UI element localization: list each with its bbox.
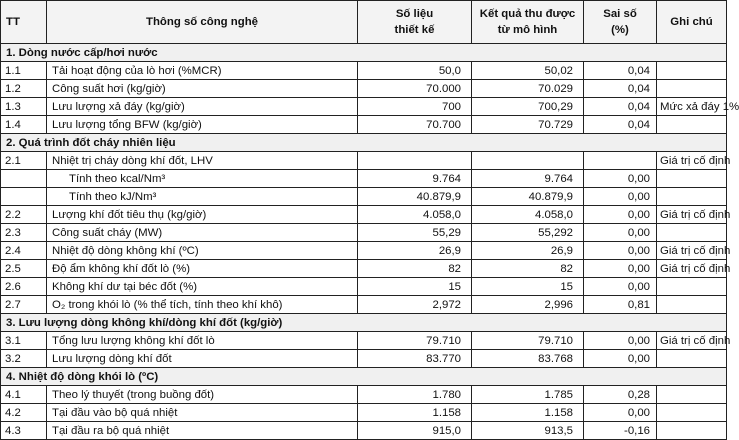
table-row (1, 98, 727, 116)
cell-design (358, 152, 472, 170)
cell-model: 79.710 (472, 332, 584, 350)
cell-model: 15 (472, 278, 584, 296)
cell-error: 0,81 (584, 296, 657, 314)
cell-model: 82 (472, 260, 584, 278)
cell-tt: 3.1 (1, 332, 47, 350)
table-row (1, 296, 727, 314)
table-row (1, 260, 727, 278)
cell-note: Giá trị cố định (657, 242, 727, 260)
table-row (1, 116, 727, 134)
cell-note (657, 188, 727, 206)
table-row (1, 386, 727, 404)
cell-design: 79.710 (358, 332, 472, 350)
cell-model: 70.729 (472, 116, 584, 134)
header-note: Ghi chú (657, 1, 727, 44)
cell-note (657, 422, 727, 440)
cell-design: 2,972 (358, 296, 472, 314)
cell-tt: 4.1 (1, 386, 47, 404)
cell-tt (1, 188, 47, 206)
cell-model: 50,02 (472, 62, 584, 80)
cell-param: Nhiệt trị cháy dòng khí đốt, LHV (47, 152, 358, 170)
cell-design: 82 (358, 260, 472, 278)
cell-error: 0,00 (584, 206, 657, 224)
cell-param: Lượng khí đốt tiêu thụ (kg/giờ) (47, 206, 358, 224)
section-row (1, 134, 727, 152)
cell-note: Giá trị cố định (657, 260, 727, 278)
table-row (1, 278, 727, 296)
cell-param: Tại đầu ra bộ quá nhiệt (47, 422, 358, 440)
cell-note (657, 404, 727, 422)
table-row (1, 404, 727, 422)
cell-design: 1.158 (358, 404, 472, 422)
cell-note (657, 350, 727, 368)
header-tt: TT (1, 1, 47, 44)
cell-error (584, 152, 657, 170)
cell-param: Tổng lưu lượng không khí đốt lò (47, 332, 358, 350)
cell-note: Giá trị cố định (657, 332, 727, 350)
cell-design: 83.770 (358, 350, 472, 368)
section-row (1, 368, 727, 386)
cell-tt: 2.5 (1, 260, 47, 278)
cell-tt: 2.1 (1, 152, 47, 170)
cell-tt: 1.2 (1, 80, 47, 98)
cell-note (657, 62, 727, 80)
section-row (1, 314, 727, 332)
cell-design: 70.000 (358, 80, 472, 98)
section-title: 2. Quá trình đốt cháy nhiên liệu (1, 134, 727, 152)
cell-tt: 2.3 (1, 224, 47, 242)
table-row (1, 332, 727, 350)
cell-param: Lưu lượng dòng khí đốt (47, 350, 358, 368)
cell-design: 15 (358, 278, 472, 296)
table-row (1, 242, 727, 260)
cell-design: 1.780 (358, 386, 472, 404)
cell-param: Tải hoạt động của lò hơi (%MCR) (47, 62, 358, 80)
table-header (1, 1, 727, 44)
section-title: 3. Lưu lượng dòng không khí/dòng khí đốt (kg/giờ) (1, 314, 727, 332)
table-body (1, 44, 739, 440)
cell-model: 2,996 (472, 296, 584, 314)
cell-param: Tính theo kJ/Nm³ (47, 188, 358, 206)
cell-tt: 2.7 (1, 296, 47, 314)
cell-design: 50,0 (358, 62, 472, 80)
cell-tt: 1.1 (1, 62, 47, 80)
table-row (1, 350, 727, 368)
cell-note (657, 386, 727, 404)
cell-tt: 1.3 (1, 98, 47, 116)
header-param: Thông số công nghệ (47, 1, 358, 44)
cell-design: 4.058,0 (358, 206, 472, 224)
cell-model: 26,9 (472, 242, 584, 260)
cell-note (657, 278, 727, 296)
cell-model: 913,5 (472, 422, 584, 440)
cell-error: 0,00 (584, 224, 657, 242)
cell-error: 0,00 (584, 242, 657, 260)
cell-error: -0,16 (584, 422, 657, 440)
cell-note (657, 296, 727, 314)
cell-design: 26,9 (358, 242, 472, 260)
table-row (1, 80, 727, 98)
cell-design: 70.700 (358, 116, 472, 134)
cell-design: 700 (358, 98, 472, 116)
cell-design: 9.764 (358, 170, 472, 188)
cell-model: 83.768 (472, 350, 584, 368)
cell-model: 9.764 (472, 170, 584, 188)
cell-note (657, 80, 727, 98)
table-row (1, 152, 727, 170)
cell-design: 40.879,9 (358, 188, 472, 206)
cell-note: Giá trị cố định (657, 206, 727, 224)
cell-param: Theo lý thuyết (trong buồng đốt) (47, 386, 358, 404)
table-row (1, 422, 727, 440)
cell-param: Độ ẩm không khí đốt lò (%) (47, 260, 358, 278)
table-row (1, 170, 727, 188)
cell-tt: 2.4 (1, 242, 47, 260)
cell-tt: 2.2 (1, 206, 47, 224)
cell-model: 1.785 (472, 386, 584, 404)
cell-param: Không khí dư tại béc đốt (%) (47, 278, 358, 296)
cell-error: 0,28 (584, 386, 657, 404)
table-row (1, 224, 727, 242)
cell-tt: 4.2 (1, 404, 47, 422)
section-title: 1. Dòng nước cấp/hơi nước (1, 44, 727, 62)
cell-error: 0,00 (584, 404, 657, 422)
cell-param: Nhiệt độ dòng không khí (ºC) (47, 242, 358, 260)
cell-param: Tại đầu vào bộ quá nhiệt (47, 404, 358, 422)
cell-param: Công suất cháy (MW) (47, 224, 358, 242)
cell-error: 0,00 (584, 170, 657, 188)
cell-model: 40.879,9 (472, 188, 584, 206)
table-row (1, 188, 727, 206)
cell-tt: 1.4 (1, 116, 47, 134)
cell-note (657, 116, 727, 134)
table-row (1, 62, 727, 80)
cell-design: 55,29 (358, 224, 472, 242)
cell-model: 1.158 (472, 404, 584, 422)
section-row (1, 44, 727, 62)
cell-param: Lưu lượng xả đáy (kg/giờ) (47, 98, 358, 116)
cell-param: Tính theo kcal/Nm³ (47, 170, 358, 188)
cell-tt: 4.3 (1, 422, 47, 440)
cell-tt: 2.6 (1, 278, 47, 296)
cell-model (472, 152, 584, 170)
cell-error: 0,00 (584, 278, 657, 296)
section-title: 4. Nhiệt độ dòng khói lò (ºC) (1, 368, 727, 386)
cell-model: 700,29 (472, 98, 584, 116)
cell-param: Lưu lượng tổng BFW (kg/giờ) (47, 116, 358, 134)
cell-error: 0,00 (584, 350, 657, 368)
cell-note: Giá trị cố định (657, 152, 727, 170)
cell-tt (1, 170, 47, 188)
cell-error: 0,04 (584, 116, 657, 134)
cell-design: 915,0 (358, 422, 472, 440)
cell-note (657, 224, 727, 242)
cell-error: 0,00 (584, 188, 657, 206)
cell-error: 0,00 (584, 260, 657, 278)
cell-error: 0,00 (584, 332, 657, 350)
cell-param: O₂ trong khói lò (% thể tích, tính theo khí khô) (47, 296, 358, 314)
table-row (1, 206, 727, 224)
cell-param: Công suất hơi (kg/giờ) (47, 80, 358, 98)
cell-error: 0,04 (584, 80, 657, 98)
header-model: Kết quả thu được từ mô hình (472, 1, 584, 44)
cell-note: Mức xả đáy 1% (657, 98, 727, 116)
cell-error: 0,04 (584, 62, 657, 80)
cell-model: 4.058,0 (472, 206, 584, 224)
cell-note (657, 170, 727, 188)
cell-model: 70.029 (472, 80, 584, 98)
header-design: Số liệu thiết kế (358, 1, 472, 44)
cell-error: 0,04 (584, 98, 657, 116)
cell-tt: 3.2 (1, 350, 47, 368)
cell-model: 55,292 (472, 224, 584, 242)
header-error: Sai số (%) (584, 1, 657, 44)
